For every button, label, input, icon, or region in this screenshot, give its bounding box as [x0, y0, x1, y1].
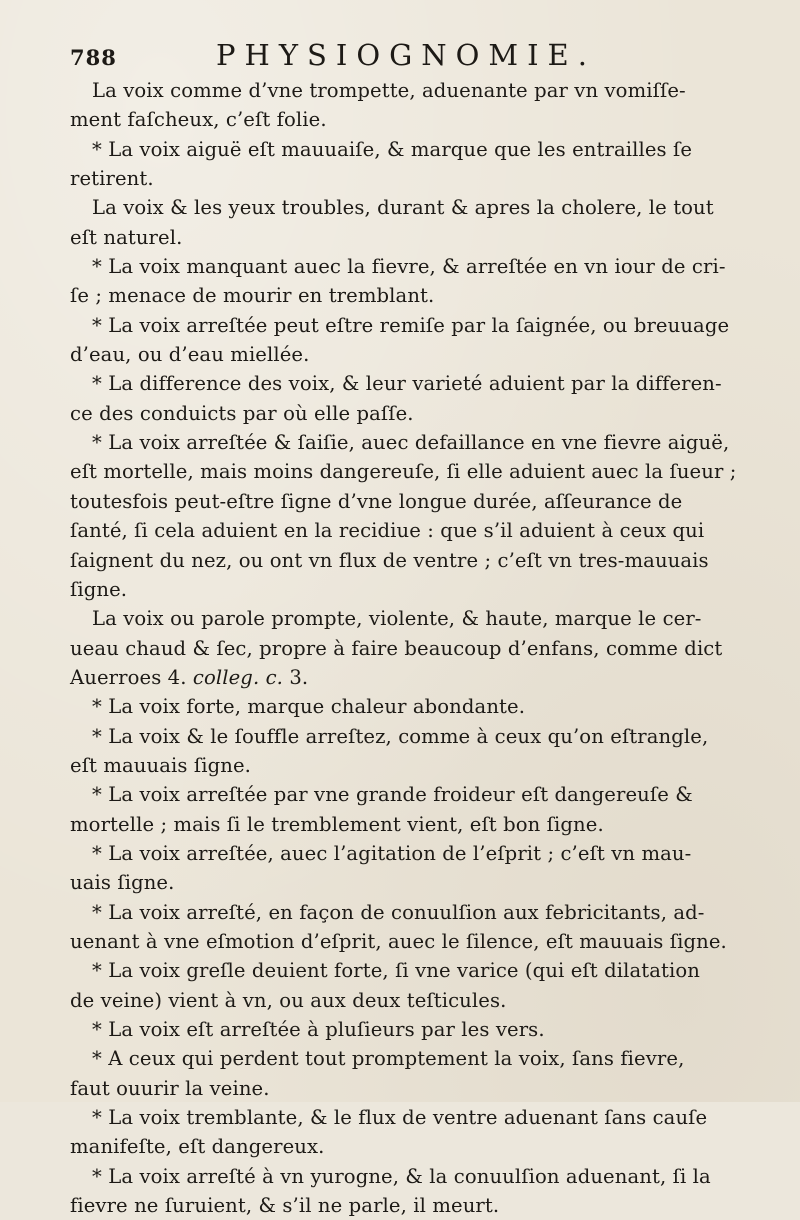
paragraph: [70, 692, 764, 721]
text-line: * A ceux qui perdent tout promptement la voix, ſans fievre,: [92, 1047, 685, 1071]
text-line: * La voix eſt arreſtée à pluſieurs par les vers.: [92, 1018, 545, 1041]
text-line: faut ouurir la veine.: [70, 1076, 270, 1100]
text-line: mortelle ; mais ſi le tremblement vient, eſt bon ſigne.: [70, 812, 604, 836]
text-line: fievre ne ſuruient, & s’il ne parle, il meurt.: [70, 1194, 500, 1218]
text-line: toutesfois peut-eſtre ſigne d’vne longue durée, aſſeurance de: [70, 489, 683, 513]
text-line: retirent.: [70, 167, 154, 191]
text-line: * La difference des voix, & leur varieté aduient par la differen-: [92, 372, 722, 396]
running-head: PHYSIOGNOMIE.: [216, 38, 596, 72]
text-line: La voix & les yeux troubles, durant & apres la cholere, le tout: [92, 196, 714, 220]
text-line: * La voix tremblante, & le flux de ventre aduenant ſans cauſe: [92, 1106, 708, 1130]
text-line: ſanté, ſi cela aduient en la recidiue : que s’il aduient à ceux qui: [70, 519, 705, 543]
text-line: * La voix arreſté à vn yurogne, & la conuulſion aduenant, ſi la: [92, 1164, 711, 1188]
text-line: ſigne.: [70, 577, 128, 601]
text-line: * La voix arreſtée & ſaiſie, auec defaillance en vne fievre aiguë,: [92, 431, 730, 455]
text-line: ce des conduicts par où elle paſſe.: [70, 401, 414, 425]
paragraph: [70, 1162, 764, 1220]
text-line: * La voix manquant auec la fievre, & arreſtée en vn iour de cri-: [92, 255, 726, 279]
text-line: eſt mauuais ſigne.: [70, 753, 251, 777]
paragraph: [70, 780, 764, 839]
paragraph: [70, 1103, 764, 1162]
text-line: * La voix arreſtée, auec l’agitation de l’eſprit ; c’eſt vn mau-: [92, 841, 692, 865]
paragraph: [70, 135, 764, 194]
paragraph: [70, 76, 764, 135]
text-line: * La voix arreſtée peut eſtre remiſe par la ſaignée, ou breuuage: [92, 313, 730, 337]
paragraph: [70, 369, 764, 428]
paragraph: [70, 839, 764, 898]
text-line: La voix comme d’vne trompette, aduenante par vn vomiſſe-: [92, 79, 686, 102]
paragraph: [70, 1015, 764, 1044]
paragraph: [70, 722, 764, 781]
paragraph: [70, 193, 764, 252]
text-line: eſt naturel.: [70, 225, 183, 249]
text-line: uais ſigne.: [70, 871, 175, 895]
paragraph: [70, 428, 764, 604]
text-line: eſt mortelle, mais moins dangereuſe, ſi elle aduient auec la ſueur ;: [70, 460, 737, 484]
text-line: uenant à vne eſmotion d’eſprit, auec le ſilence, eſt mauuais ſigne.: [70, 929, 727, 953]
text-line: * La voix & le ſouffle arreſtez, comme à ceux qu’on eſtrangle,: [92, 724, 709, 748]
text-line: * La voix forte, marque chaleur abondante.: [92, 695, 526, 719]
body-text: [70, 76, 764, 1220]
paragraph: [70, 311, 764, 370]
citation-chapter: 3.: [283, 665, 309, 689]
text-line: ſaignent du nez, ou ont vn flux de ventre ; c’eſt vn tres-mauuais: [70, 548, 709, 572]
text-line: manifeſte, eſt dangereux.: [70, 1135, 325, 1159]
text-line: * La voix arreſté, en façon de conuulſion aux febricitants, ad-: [92, 900, 705, 924]
paragraph: [70, 956, 764, 1015]
page-header: [70, 38, 764, 72]
citation-author: Auerroes 4.: [70, 665, 193, 689]
text-line: * La voix arreſtée par vne grande froideur eſt dangereuſe &: [92, 783, 693, 807]
text-line: La voix ou parole prompte, violente, & haute, marque le cer-: [92, 607, 702, 631]
paragraph: [70, 898, 764, 957]
paragraph: [70, 604, 764, 692]
text-line: ment faſcheux, c’eſt folie.: [70, 108, 327, 132]
citation-work: colleg. c.: [192, 665, 284, 689]
text-line: ſe ; menace de mourir en tremblant.: [70, 284, 435, 308]
text-line: d’eau, ou d’eau miellée.: [70, 343, 310, 367]
text-line: [70, 663, 764, 692]
page-number: 788: [70, 45, 117, 70]
text-line: * La voix greſle deuient forte, ſi vne varice (qui eſt dilatation: [92, 959, 700, 983]
paragraph: [70, 252, 764, 311]
text-line: * La voix aiguë eſt mauuaiſe, & marque que les entrailles ſe: [92, 137, 693, 161]
text-line: de veine) vient à vn, ou aux deux teſticules.: [70, 988, 507, 1012]
paragraph: [70, 1044, 764, 1103]
text-line: ueau chaud & ſec, propre à faire beaucoup d’enfans, comme dict: [70, 636, 723, 660]
